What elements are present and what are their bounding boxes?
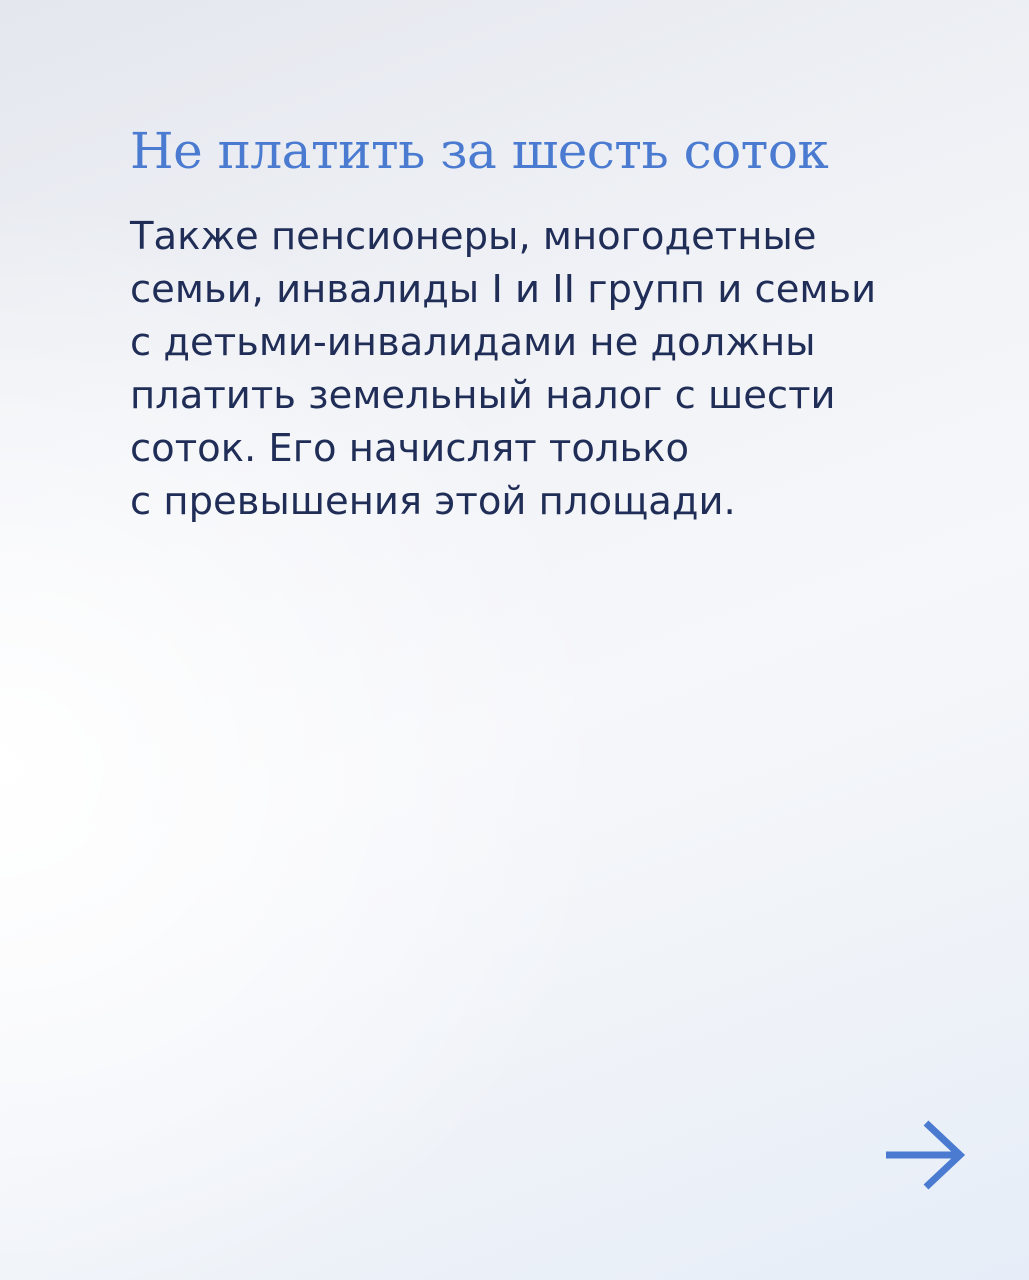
body-line: соток. Его начислят только bbox=[130, 426, 690, 471]
body-line: Также пенсионеры, многодетные bbox=[130, 214, 817, 259]
body-line: с превышения этой площади. bbox=[130, 479, 736, 524]
arrow-right-icon bbox=[882, 1117, 968, 1193]
slide-body-text bbox=[130, 210, 990, 528]
slide-heading: Не платить за шесть соток bbox=[130, 122, 829, 180]
body-line: платить земельный налог с шести bbox=[130, 373, 836, 418]
next-slide-button[interactable] bbox=[882, 1117, 968, 1193]
body-line: семьи, инвалиды I и II групп и семьи bbox=[130, 267, 877, 312]
body-line: с детьми-инвалидами не должны bbox=[130, 320, 816, 365]
